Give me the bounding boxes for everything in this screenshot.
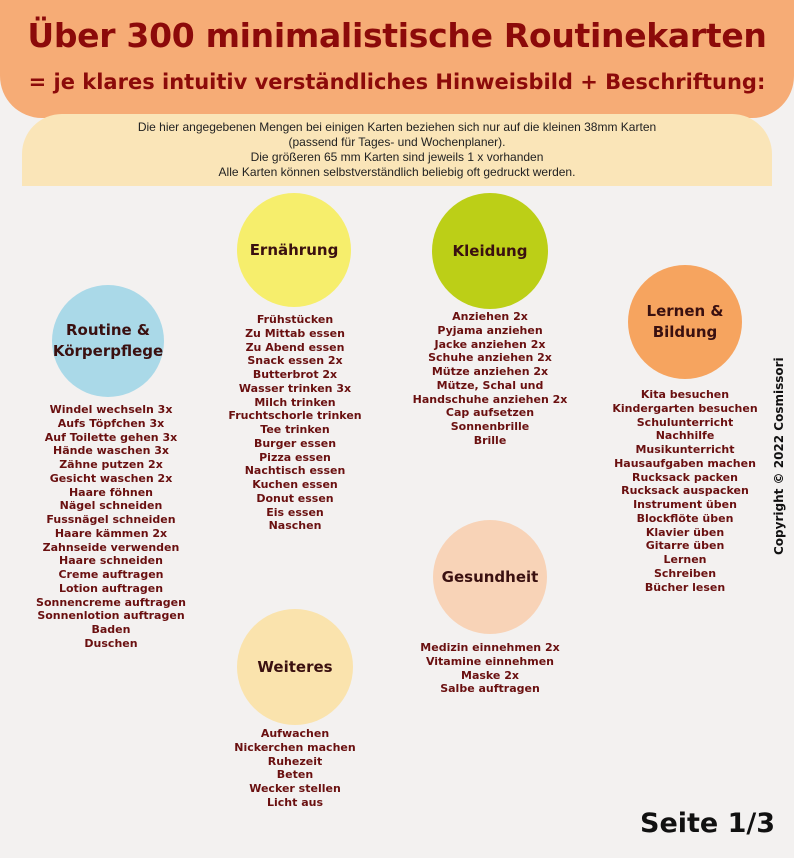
list-item: Handschuhe anziehen 2x <box>412 392 568 406</box>
category-circle-weiteres <box>237 609 353 725</box>
list-item: Nachhilfe <box>655 429 715 443</box>
category-title: Lernen & <box>646 302 724 320</box>
list-item: Frühstücken <box>256 313 334 326</box>
list-item: Auf Toilette gehen 3x <box>44 430 178 444</box>
list-item: Kuchen essen <box>252 478 338 491</box>
list-item: Klavier üben <box>645 525 725 539</box>
list-item: Instrument üben <box>633 498 737 511</box>
list-item: Anziehen 2x <box>452 310 528 323</box>
list-item: Haare föhnen <box>68 485 154 499</box>
category-circle-lernen <box>628 265 742 379</box>
note-line: Die hier angegebenen Mengen bei einigen Karten beziehen sich nur auf die kleinen 38mm Karten <box>137 120 657 134</box>
list-item: Rucksack auspacken <box>621 484 749 498</box>
category-list-ernaehrung <box>195 313 395 533</box>
list-item: Kita besuchen <box>640 388 730 401</box>
category-title: Routine & <box>65 321 150 339</box>
list-item: Ruhezeit <box>267 754 323 768</box>
list-item: Haare kämmen 2x <box>54 526 168 540</box>
list-item: Rucksack packen <box>632 470 738 484</box>
category-list-lernen <box>585 388 785 594</box>
list-item: Brille <box>473 433 507 447</box>
category-title: Ernährung <box>249 240 339 259</box>
category-list-gesundheit <box>390 641 590 696</box>
category-list-kleidung <box>390 310 590 448</box>
note-line: Alle Karten können selbstverständlich beliebig oft gedruckt werden. <box>218 165 576 179</box>
list-item: Gesicht waschen 2x <box>49 471 173 485</box>
list-item: Mütze, Schal und <box>436 378 544 392</box>
list-item: Pyjama anziehen <box>437 323 543 337</box>
header-banner <box>0 0 794 118</box>
list-item: Butterbrot 2x <box>252 368 338 381</box>
note-line: Die größeren 65 mm Karten sind jeweils 1 x vorhanden <box>250 150 544 164</box>
list-item: Mütze anziehen 2x <box>431 365 549 378</box>
list-item: Zu Abend essen <box>245 340 345 354</box>
page-subtitle: = je klares intuitiv verständliches Hinweisbild + Beschriftung: <box>28 70 766 94</box>
list-item: Musikunterricht <box>635 443 735 456</box>
list-item: Nägel schneiden <box>59 499 163 513</box>
list-item: Salbe auftragen <box>440 682 540 696</box>
list-item: Schulunterricht <box>636 415 734 429</box>
list-item: Naschen <box>268 519 322 533</box>
list-item: Schreiben <box>653 566 717 580</box>
list-item: Lernen <box>663 553 707 566</box>
list-item: Baden <box>91 623 131 636</box>
note-line: (passend für Tages- und Wochenplaner). <box>288 135 506 149</box>
list-item: Aufs Töpfchen 3x <box>57 416 165 430</box>
list-item: Cap aufsetzen <box>445 406 535 420</box>
list-item: Blockflöte üben <box>636 511 734 525</box>
list-item: Wasser trinken 3x <box>238 381 352 395</box>
list-item: Gitarre üben <box>645 539 725 553</box>
copyright-text: Copyright © 2022 Cosmissori <box>772 357 786 555</box>
category-title: Körperpflege <box>52 342 164 360</box>
list-item: Licht aus <box>266 795 324 809</box>
list-item: Zahnseide verwenden <box>42 540 180 554</box>
list-item: Tee trinken <box>260 423 330 436</box>
category-title: Kleidung <box>452 241 528 260</box>
list-item: Medizin einnehmen 2x <box>420 641 560 654</box>
list-item: Jacke anziehen 2x <box>434 337 546 351</box>
list-item: Bücher lesen <box>644 580 726 594</box>
list-item: Pizza essen <box>259 450 331 464</box>
list-item: Zähne putzen 2x <box>59 458 163 471</box>
list-item: Nickerchen machen <box>234 740 356 754</box>
category-circle-ernaehrung <box>237 193 351 307</box>
list-item: Burger essen <box>253 436 337 450</box>
list-item: Duschen <box>84 636 138 650</box>
list-item: Wecker stellen <box>249 782 341 795</box>
list-item: Sonnenbrille <box>450 420 530 433</box>
list-item: Schuhe anziehen 2x <box>428 351 552 365</box>
list-item: Windel wechseln 3x <box>49 403 173 416</box>
list-item: Beten <box>276 768 314 782</box>
info-note <box>22 114 772 186</box>
category-title: Bildung <box>652 323 718 341</box>
list-item: Maske 2x <box>461 668 519 682</box>
list-item: Kindergarten besuchen <box>612 401 758 415</box>
list-item: Hausaufgaben machen <box>614 456 756 470</box>
page-number: Seite 1/3 <box>640 808 776 839</box>
page-title: Über 300 minimalistische Routinekarten <box>27 16 767 55</box>
list-item: Snack essen 2x <box>247 354 343 368</box>
list-item: Vitamine einnehmen <box>425 654 555 668</box>
list-item: Aufwachen <box>260 727 330 740</box>
list-item: Fruchtschorle trinken <box>228 409 362 423</box>
list-item: Haare schneiden <box>59 554 163 568</box>
category-title: Weiteres <box>257 657 333 676</box>
list-item: Zu Mittab essen <box>245 326 345 340</box>
category-circle-gesundheit <box>433 520 547 634</box>
list-item: Eis essen <box>266 505 324 519</box>
list-item: Milch trinken <box>254 395 336 409</box>
list-item: Sonnencreme auftragen <box>36 595 186 609</box>
category-list-weiteres <box>195 727 395 810</box>
category-circle-routine <box>52 285 164 397</box>
list-item: Sonnenlotion auftragen <box>37 609 185 623</box>
list-item: Fussnägel schneiden <box>46 513 176 526</box>
category-title: Gesundheit <box>441 567 539 586</box>
list-item: Donut essen <box>256 491 334 505</box>
category-list-routine <box>11 403 211 651</box>
list-item: Nachtisch essen <box>244 464 346 478</box>
list-item: Lotion auftragen <box>58 581 164 595</box>
list-item: Hände waschen 3x <box>53 444 169 458</box>
category-circle-kleidung <box>432 193 548 309</box>
list-item: Creme auftragen <box>58 568 164 581</box>
